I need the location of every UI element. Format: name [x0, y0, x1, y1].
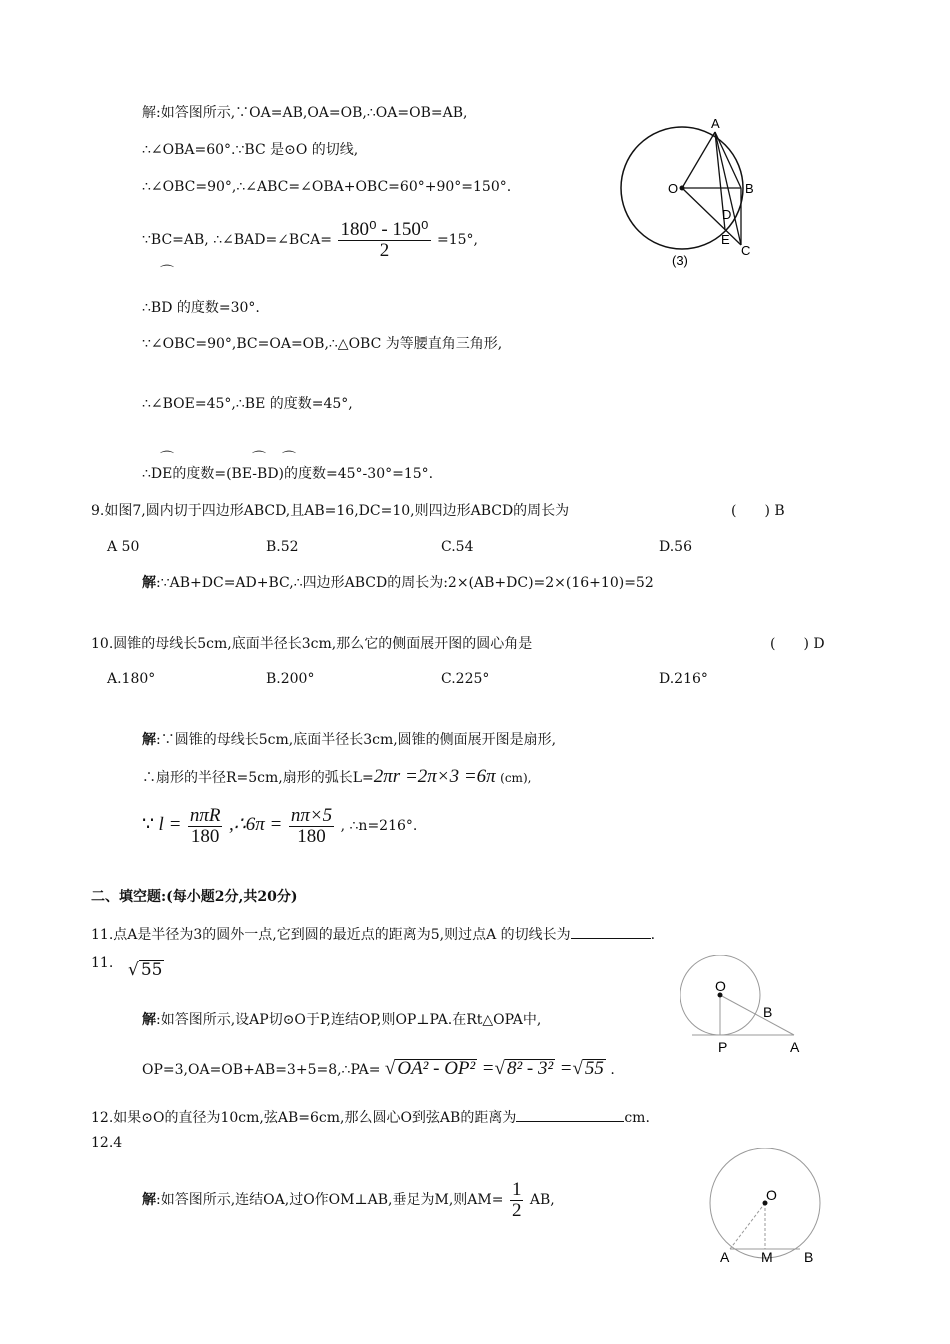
arc-mark-bd-2: ⌒ — [282, 451, 296, 467]
q10-unit: (cm), — [500, 771, 532, 785]
q9-option-d: D.56 — [659, 539, 692, 555]
fig12-label-a: A — [720, 1249, 730, 1265]
q12-stem — [91, 1107, 650, 1128]
q11-equals-1: = — [481, 1058, 495, 1079]
q12-solution-line-1 — [142, 1180, 555, 1221]
q9-option-a: A 50 — [107, 539, 140, 555]
fig11-label-b: B — [763, 1004, 773, 1020]
q11-radical-2: √ 8² - 3² — [494, 1058, 554, 1079]
fig3-label-o: O — [668, 181, 679, 196]
fig3-label-d: D — [722, 207, 732, 222]
q8-line-1: 解:如答图所示,∵OA=AB,OA=OB,∴OA=OB=AB, — [142, 105, 468, 121]
q11-answer-blank — [571, 924, 651, 939]
fig12-label-b: B — [804, 1249, 814, 1265]
q10-solution-text-1: :∵圆锥的母线长5cm,底面半径长3cm,圆锥的侧面展开图是扇形, — [156, 732, 557, 748]
q9-solution-label: 解 — [142, 575, 156, 591]
q12-solution-text: :如答图所示,连结OA,过O作OM⊥AB,垂足为M,则AM= — [156, 1192, 504, 1208]
q10-answer-paren: ( ) D — [770, 636, 825, 652]
fig3-line-oa — [682, 132, 715, 188]
q8-fraction-numerator: 180⁰ - 150⁰ — [340, 219, 429, 240]
arc-mark-de: ⌒ — [160, 451, 174, 467]
section-2-title: 二、填空题 — [91, 889, 161, 905]
q11-equals-2: = — [559, 1058, 573, 1079]
fig11-label-a: A — [790, 1039, 800, 1055]
fig3-line-oc — [682, 188, 741, 245]
fig3-caption: (3) — [672, 253, 688, 268]
q9-solution — [142, 573, 654, 593]
fig3-label-a: A — [711, 116, 720, 131]
q12-fraction-denominator: 2 — [511, 1200, 522, 1221]
q10-option-c: C.225° — [441, 671, 490, 687]
q10-stem: 10.圆锥的母线长5cm,底面半径长3cm,那么它的侧面展开图的圆心角是 — [91, 636, 533, 652]
q10-result: , ∴n=216°. — [340, 818, 418, 834]
q10-fraction-1-numerator: nπR — [189, 805, 221, 826]
q10-option-d: D.216° — [659, 671, 708, 687]
figure-12-chord-diagram — [700, 1148, 830, 1268]
q11-solution-text-2: OP=3,OA=OB+AB=3+5=8,∴PA= — [142, 1062, 381, 1078]
q10-because: ∵ — [142, 814, 155, 835]
q11-radical-3: √ 55 — [572, 1058, 604, 1079]
fig3-label-e: E — [721, 232, 730, 247]
q11-radicand-1: OA² - OP² — [397, 1058, 476, 1079]
q8-line-5: ∴BD 的度数=30°. — [142, 300, 260, 316]
q9-solution-text: :∵AB+DC=AD+BC,∴四边形ABCD的周长为:2×(AB+DC)=2×(16+10)=52 — [156, 575, 654, 591]
q8-line-8: ∴DE的度数=(BE-BD)的度数=45°-30°=15°. — [142, 466, 434, 482]
q9-answer-paren: ( ) B — [731, 503, 785, 519]
q8-line-2: ∴∠OBA=60°.∵BC 是⊙O 的切线, — [142, 142, 359, 158]
fig11-label-o: O — [715, 978, 726, 994]
q11-solution-end: . — [610, 1062, 615, 1078]
q10-fraction-2-numerator: nπ×5 — [290, 805, 333, 826]
figure-3-circle-diagram — [610, 112, 760, 272]
q10-solution-line-1 — [142, 730, 556, 750]
q12-solution-label: 解 — [142, 1192, 156, 1208]
q8-line-7: ∴∠BOE=45°,∴BE 的度数=45°, — [142, 396, 353, 412]
q8-line-6: ∵∠OBC=90°,BC=OA=OB,∴△OBC 为等腰直角三角形, — [142, 336, 503, 352]
fig3-label-b: B — [745, 181, 754, 196]
q10-fraction-2 — [289, 806, 334, 847]
q11-solution-line-2 — [142, 1058, 615, 1081]
section-2-subtitle: :(每小题2分,共20分) — [161, 889, 298, 905]
q9-stem: 9.如图7,圆内切于四边形ABCD,且AB=16,DC=10,则四边形ABCD的周长为 — [91, 503, 570, 519]
q11-stem-text: 11.点A是半径为3的圆外一点,它到圆的最近点的距离为5,则过点A 的切线长为 — [91, 927, 571, 943]
q10-fraction-1 — [188, 806, 223, 847]
q10-solution-line-3 — [142, 806, 417, 847]
q10-l-symbol: l = — [158, 814, 182, 835]
q12-solution-end: AB, — [529, 1192, 555, 1208]
fig12-line-oa — [730, 1203, 765, 1249]
q10-option-a: A.180° — [107, 671, 156, 687]
q11-solution-label: 解 — [142, 1012, 156, 1028]
q11-radicand-3: 55 — [584, 1058, 604, 1079]
q8-line-4-text: ∵BC=AB, ∴∠BAD=∠BCA= — [142, 232, 333, 248]
q11-radical-1: √ OA² - OP² — [384, 1058, 476, 1079]
fig12-label-o: O — [766, 1187, 777, 1203]
q9-option-c: C.54 — [441, 539, 474, 555]
q10-therefore-6pi: ,∴6π = — [228, 814, 283, 835]
q8-line-4-result: =15°, — [437, 232, 478, 248]
fig3-label-c: C — [741, 243, 751, 258]
q10-solution-label: 解 — [142, 732, 156, 748]
q10-arc-length-formula: 2πr =2π×3 =6π — [373, 766, 496, 787]
q10-solution-line-2 — [142, 766, 531, 789]
fig11-line-oa — [720, 995, 794, 1035]
q11-answer-radicand: 55 — [140, 960, 163, 980]
q12-fraction-numerator: 1 — [511, 1179, 522, 1200]
q12-answer: 12.4 — [91, 1135, 123, 1151]
q11-answer-number: 11. — [91, 955, 114, 971]
q11-answer: √ 55 — [128, 960, 163, 980]
arc-mark-bd: ⌒ — [160, 265, 174, 281]
q10-solution-text-2: ∴扇形的半径R=5cm,扇形的弧长L= — [142, 770, 374, 786]
q12-stem-text: 12.如果⊙O的直径为10cm,弦AB=6cm,那么圆心O到弦AB的距离为 — [91, 1110, 517, 1126]
fig3-line-ab — [715, 132, 741, 188]
figure-11-tangent-diagram — [680, 955, 810, 1060]
q12-unit: cm. — [624, 1110, 650, 1126]
q9-option-b: B.52 — [266, 539, 299, 555]
q11-stem-end: . — [650, 927, 656, 943]
q8-line-4 — [142, 220, 478, 261]
arc-mark-be: ⌒ — [252, 451, 266, 467]
q11-radicand-2: 8² - 3² — [506, 1058, 554, 1079]
q8-fraction — [338, 220, 430, 261]
q12-answer-blank — [516, 1107, 624, 1122]
q10-fraction-1-denominator: 180 — [190, 826, 220, 847]
q10-option-b: B.200° — [266, 671, 315, 687]
fig12-label-m: M — [761, 1249, 773, 1265]
q8-line-3: ∴∠OBC=90°,∴∠ABC=∠OBA+OBC=60°+90°=150°. — [142, 179, 512, 195]
fig3-center-point — [680, 186, 685, 191]
q12-fraction — [510, 1180, 524, 1221]
q11-solution-text-1: :如答图所示,设AP切⊙O于P,连结OP,则OP⊥PA.在Rt△OPA中, — [156, 1012, 542, 1028]
section-2-heading — [91, 887, 298, 907]
q10-fraction-2-denominator: 180 — [297, 826, 326, 847]
q11-solution-line-1 — [142, 1010, 541, 1030]
q8-fraction-denominator: 2 — [379, 240, 390, 261]
q11-stem — [91, 924, 655, 945]
fig11-label-p: P — [718, 1039, 728, 1055]
